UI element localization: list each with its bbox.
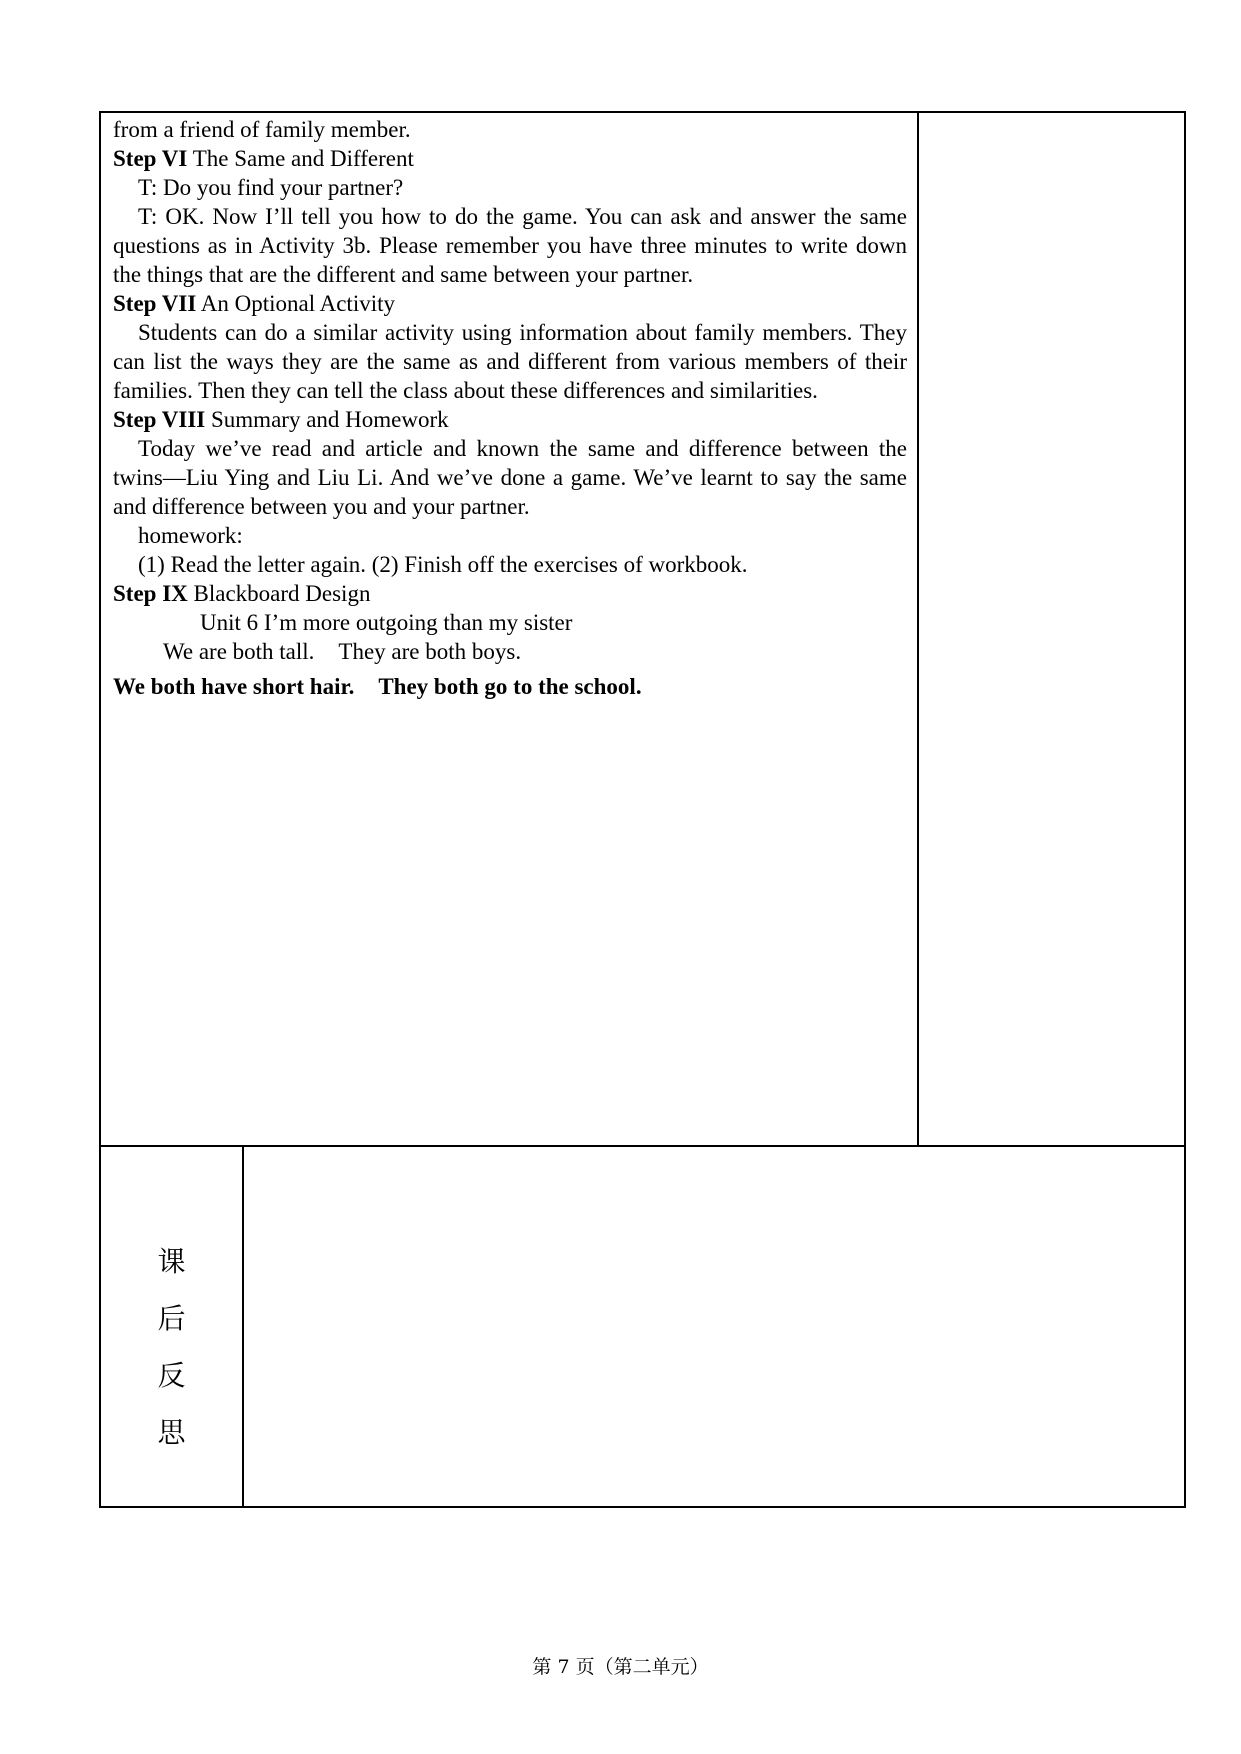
blackboard-unit-title: Unit 6 I’m more outgoing than my sister xyxy=(200,610,573,635)
reflection-char: 后 xyxy=(157,1302,186,1335)
blackboard-line-1 xyxy=(113,637,907,666)
homework-label: homework: xyxy=(138,523,243,548)
lesson-row xyxy=(101,113,1184,1147)
step6-question: T: Do you find your partner? xyxy=(138,175,404,200)
step9-label: Step IX xyxy=(113,581,188,606)
step6-heading xyxy=(113,144,907,173)
step7-heading xyxy=(113,289,907,318)
step8-label: Step VIII xyxy=(113,407,206,432)
lesson-content-cell xyxy=(101,113,919,1145)
reflection-label-cell xyxy=(101,1147,244,1506)
blackboard-line-2b: They both go to the school. xyxy=(378,674,642,699)
page-footer: 第 7 页（第二单元） xyxy=(532,1656,709,1678)
step7-label: Step VII xyxy=(113,291,197,316)
reflection-char: 反 xyxy=(157,1359,186,1392)
step9-title: Blackboard Design xyxy=(187,581,371,606)
step7-paragraph: Students can do a similar activity using information about family members. They can list the ways they are the same as and different from various members of their families. Then they can tell the class about these differences and similarities. xyxy=(113,320,907,403)
step6-label: Step VI xyxy=(113,146,188,171)
step6-paragraph: T: OK. Now I’ll tell you how to do the game. You can ask and answer the same questions as in Activity 3b. Please remember you have three minutes to write down the things that are the different and same between your partner. xyxy=(113,204,907,287)
blackboard-line-1b: They are both boys. xyxy=(338,639,522,664)
notes-cell xyxy=(919,113,1184,1145)
reflection-row xyxy=(101,1147,1184,1506)
reflection-label xyxy=(101,1233,242,1461)
blackboard-line-2 xyxy=(113,672,907,701)
step9-heading xyxy=(113,579,907,608)
intro-line: from a friend of family member. xyxy=(113,117,411,142)
step8-paragraph: Today we’ve read and article and known the same and difference between the twins—Liu Ying and Liu Li. And we’ve done a game. We’ve learnt to say the same and difference between you and your partner. xyxy=(113,436,907,519)
blackboard-line-1a: We are both tall. xyxy=(163,639,315,664)
blackboard-line-2a: We both have short hair. xyxy=(113,674,355,699)
step7-title: An Optional Activity xyxy=(196,291,395,316)
step8-heading xyxy=(113,405,907,434)
reflection-char: 思 xyxy=(157,1416,186,1449)
homework-items: (1) Read the letter again. (2) Finish off the exercises of workbook. xyxy=(138,552,748,577)
step8-title: Summary and Homework xyxy=(205,407,449,432)
lesson-table xyxy=(99,111,1186,1508)
reflection-char: 课 xyxy=(157,1245,186,1278)
step6-title: The Same and Different xyxy=(187,146,414,171)
reflection-content-cell xyxy=(244,1147,1184,1506)
